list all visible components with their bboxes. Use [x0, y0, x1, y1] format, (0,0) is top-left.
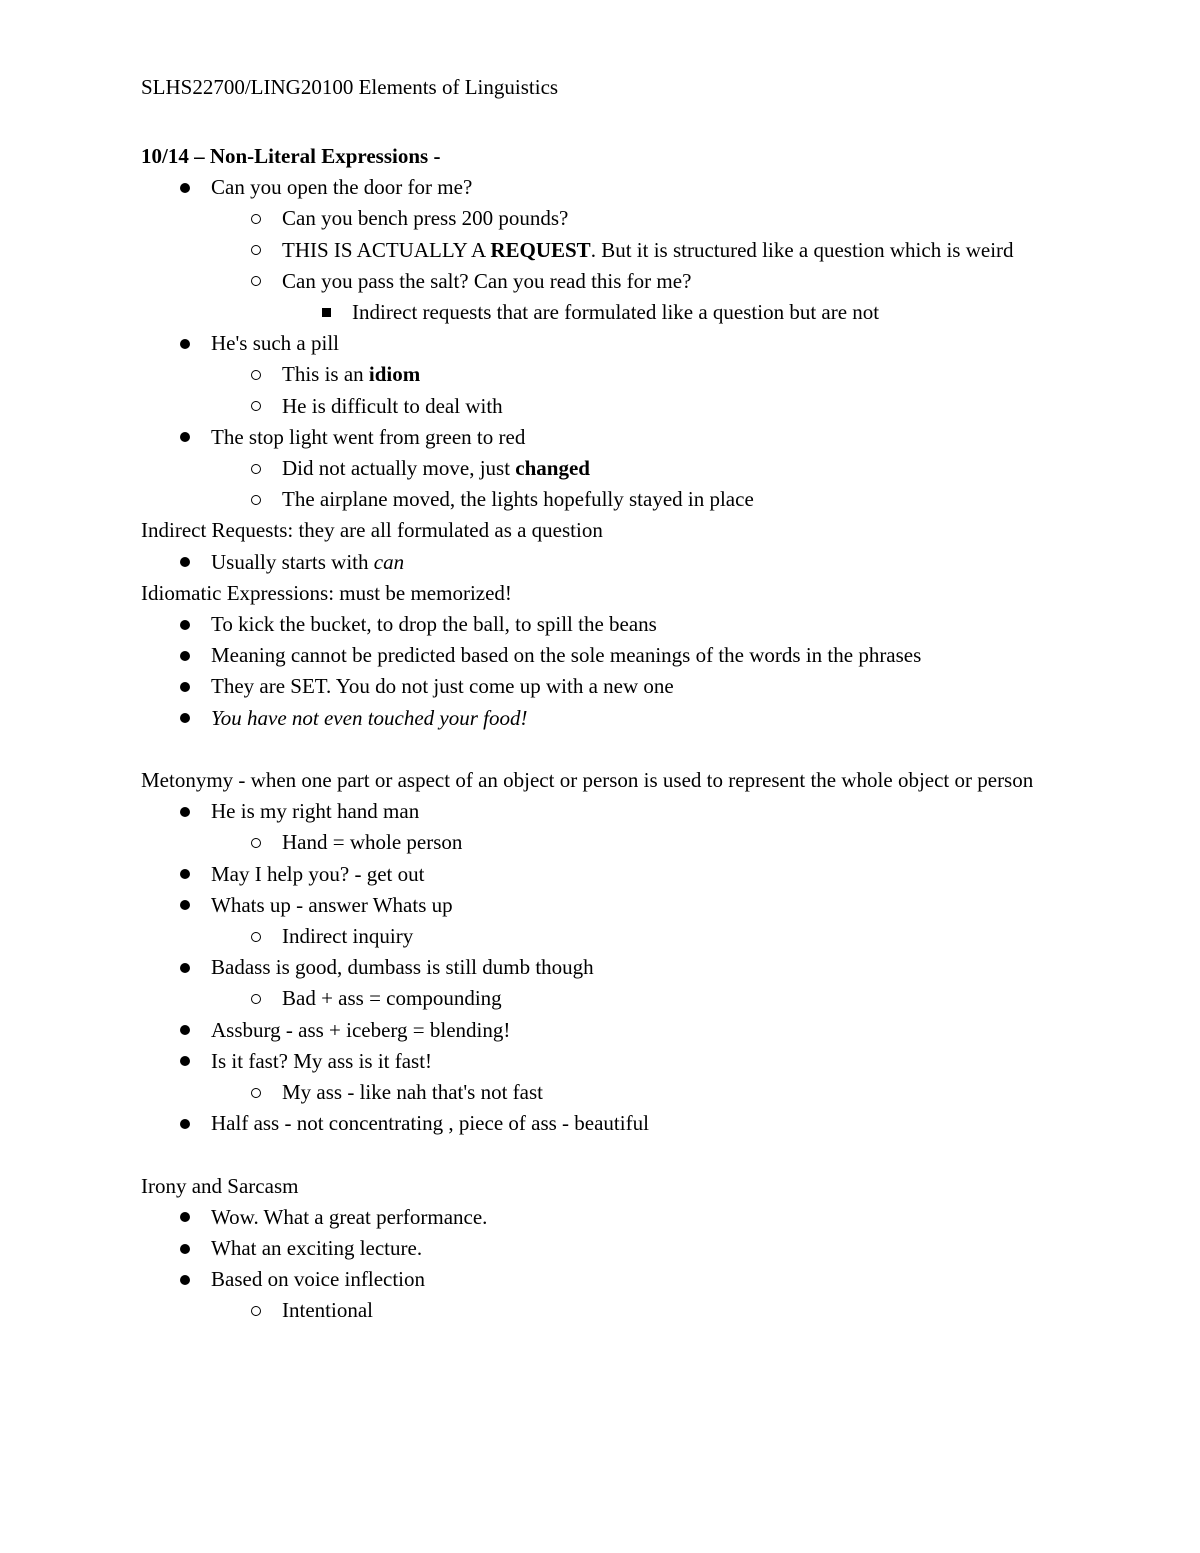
list-item-text: Did not actually move, just — [282, 456, 516, 481]
italic-text: You have not even touched your food! — [211, 705, 528, 730]
list-item-text: Indirect requests that are formulated like a question but are not — [352, 300, 880, 325]
list-item-text: Hand = whole person — [282, 830, 463, 855]
list-item — [141, 422, 1061, 453]
list-item — [141, 1015, 1061, 1046]
bullet-icon — [175, 640, 195, 671]
list-item-text: What an exciting lecture. — [211, 1236, 423, 1261]
list-item — [141, 859, 1061, 890]
list-item — [141, 1108, 1061, 1139]
list-item — [141, 391, 1061, 422]
list-item — [141, 952, 1061, 983]
list-item-text: Is it fast? My ass is it fast! — [211, 1048, 433, 1073]
list-item-text: The airplane moved, the lights hopefully stayed in place — [282, 487, 754, 512]
list-item — [141, 1202, 1061, 1233]
section-heading: Indirect Requests: they are all formulated as a question — [141, 518, 603, 543]
list-item-text: My ass - like nah that's not fast — [282, 1080, 543, 1105]
bullet-icon — [175, 952, 195, 983]
list-item-text: Based on voice inflection — [211, 1267, 426, 1292]
list-item — [141, 235, 1061, 266]
list-item — [141, 921, 1061, 952]
list-item-text: Intentional — [282, 1298, 373, 1323]
list-item — [141, 1295, 1061, 1326]
list-item-text: He is difficult to deal with — [282, 393, 503, 418]
section-heading: Metonymy - when one part or aspect of an object or person is used to represent the whole object or person — [141, 768, 1034, 793]
blank-line — [141, 734, 1061, 765]
hollow-bullet-icon — [246, 827, 266, 858]
bullet-icon — [175, 1202, 195, 1233]
list-item — [141, 671, 1061, 702]
list-item — [141, 1233, 1061, 1264]
list-item-text: May I help you? - get out — [211, 861, 425, 886]
bullet-icon — [175, 796, 195, 827]
list-item — [141, 983, 1061, 1014]
square-bullet-icon — [316, 297, 336, 328]
bullet-icon — [175, 1015, 195, 1046]
list-item-text: They are SET. You do not just come up with a new one — [211, 674, 674, 699]
hollow-bullet-icon — [246, 391, 266, 422]
hollow-bullet-icon — [246, 1295, 266, 1326]
bullet-icon — [175, 609, 195, 640]
list-item — [141, 640, 1061, 671]
list-item — [141, 890, 1061, 921]
list-item-text: Can you open the door for me? — [211, 175, 473, 200]
bold-text: REQUEST — [490, 237, 591, 262]
blank-line — [141, 1139, 1061, 1170]
list-item — [141, 297, 1061, 328]
hollow-bullet-icon — [246, 983, 266, 1014]
list-item-text: Whats up - answer Whats up — [211, 892, 453, 917]
list-item — [141, 328, 1061, 359]
list-item — [141, 827, 1061, 858]
list-item — [141, 703, 1061, 734]
hollow-bullet-icon — [246, 235, 266, 266]
bullet-icon — [175, 890, 195, 921]
list-item — [141, 484, 1061, 515]
list-item — [141, 1077, 1061, 1108]
list-item-text: Indirect inquiry — [282, 924, 414, 949]
bold-text: changed — [515, 456, 590, 481]
list-item-text: He is my right hand man — [211, 799, 420, 824]
hollow-bullet-icon — [246, 266, 266, 297]
bullet-icon — [175, 547, 195, 578]
bullet-icon — [175, 172, 195, 203]
section-heading: Irony and Sarcasm — [141, 1173, 299, 1198]
list-item — [141, 453, 1061, 484]
list-item-text: The stop light went from green to red — [211, 424, 526, 449]
hollow-bullet-icon — [246, 484, 266, 515]
bullet-icon — [175, 328, 195, 359]
bold-text: idiom — [368, 362, 421, 387]
notes-title: 10/14 – Non-Literal Expressions - — [141, 144, 441, 168]
list-item-text: Wow. What a great performance. — [211, 1204, 488, 1229]
list-item-text: This is an — [282, 362, 369, 387]
bullet-icon — [175, 1233, 195, 1264]
hollow-bullet-icon — [246, 203, 266, 234]
list-item-text: Can you bench press 200 pounds? — [282, 206, 569, 231]
notes-body — [141, 141, 1061, 1327]
list-item — [141, 547, 1061, 578]
list-item-text: Assburg - ass + iceberg = blending! — [211, 1017, 511, 1042]
bullet-icon — [175, 1264, 195, 1295]
hollow-bullet-icon — [246, 921, 266, 952]
bullet-icon — [175, 671, 195, 702]
list-item — [141, 172, 1061, 203]
list-item-text: Meaning cannot be predicted based on the sole meanings of the words in the phrases — [211, 643, 922, 668]
list-item-text: Can you pass the salt? Can you read this for me? — [282, 268, 692, 293]
bullet-icon — [175, 422, 195, 453]
bullet-icon — [175, 859, 195, 890]
list-item-text: THIS IS ACTUALLY A — [282, 237, 491, 262]
hollow-bullet-icon — [246, 1077, 266, 1108]
list-item-text: To kick the bucket, to drop the ball, to spill the beans — [211, 612, 657, 637]
bullet-icon — [175, 1108, 195, 1139]
list-item — [141, 203, 1061, 234]
list-item — [141, 266, 1061, 297]
list-item-text: . But it is structured like a question which is weird — [590, 237, 1014, 262]
list-item-text: Badass is good, dumbass is still dumb though — [211, 955, 594, 980]
list-item-text: Bad + ass = compounding — [282, 986, 502, 1011]
course-header: SLHS22700/LING20100 Elements of Linguistics — [141, 75, 559, 99]
list-item-text: He's such a pill — [211, 331, 340, 356]
hollow-bullet-icon — [246, 359, 266, 390]
list-item — [141, 1046, 1061, 1077]
bullet-icon — [175, 703, 195, 734]
list-item — [141, 796, 1061, 827]
list-item — [141, 1264, 1061, 1295]
italic-text: can — [373, 549, 405, 574]
hollow-bullet-icon — [246, 453, 266, 484]
list-item — [141, 359, 1061, 390]
list-item — [141, 609, 1061, 640]
bullet-icon — [175, 1046, 195, 1077]
section-heading: Idiomatic Expressions: must be memorized! — [141, 580, 512, 605]
list-item-text: Half ass - not concentrating , piece of ass - beautiful — [211, 1111, 649, 1136]
list-item-text: Usually starts with — [211, 549, 374, 574]
